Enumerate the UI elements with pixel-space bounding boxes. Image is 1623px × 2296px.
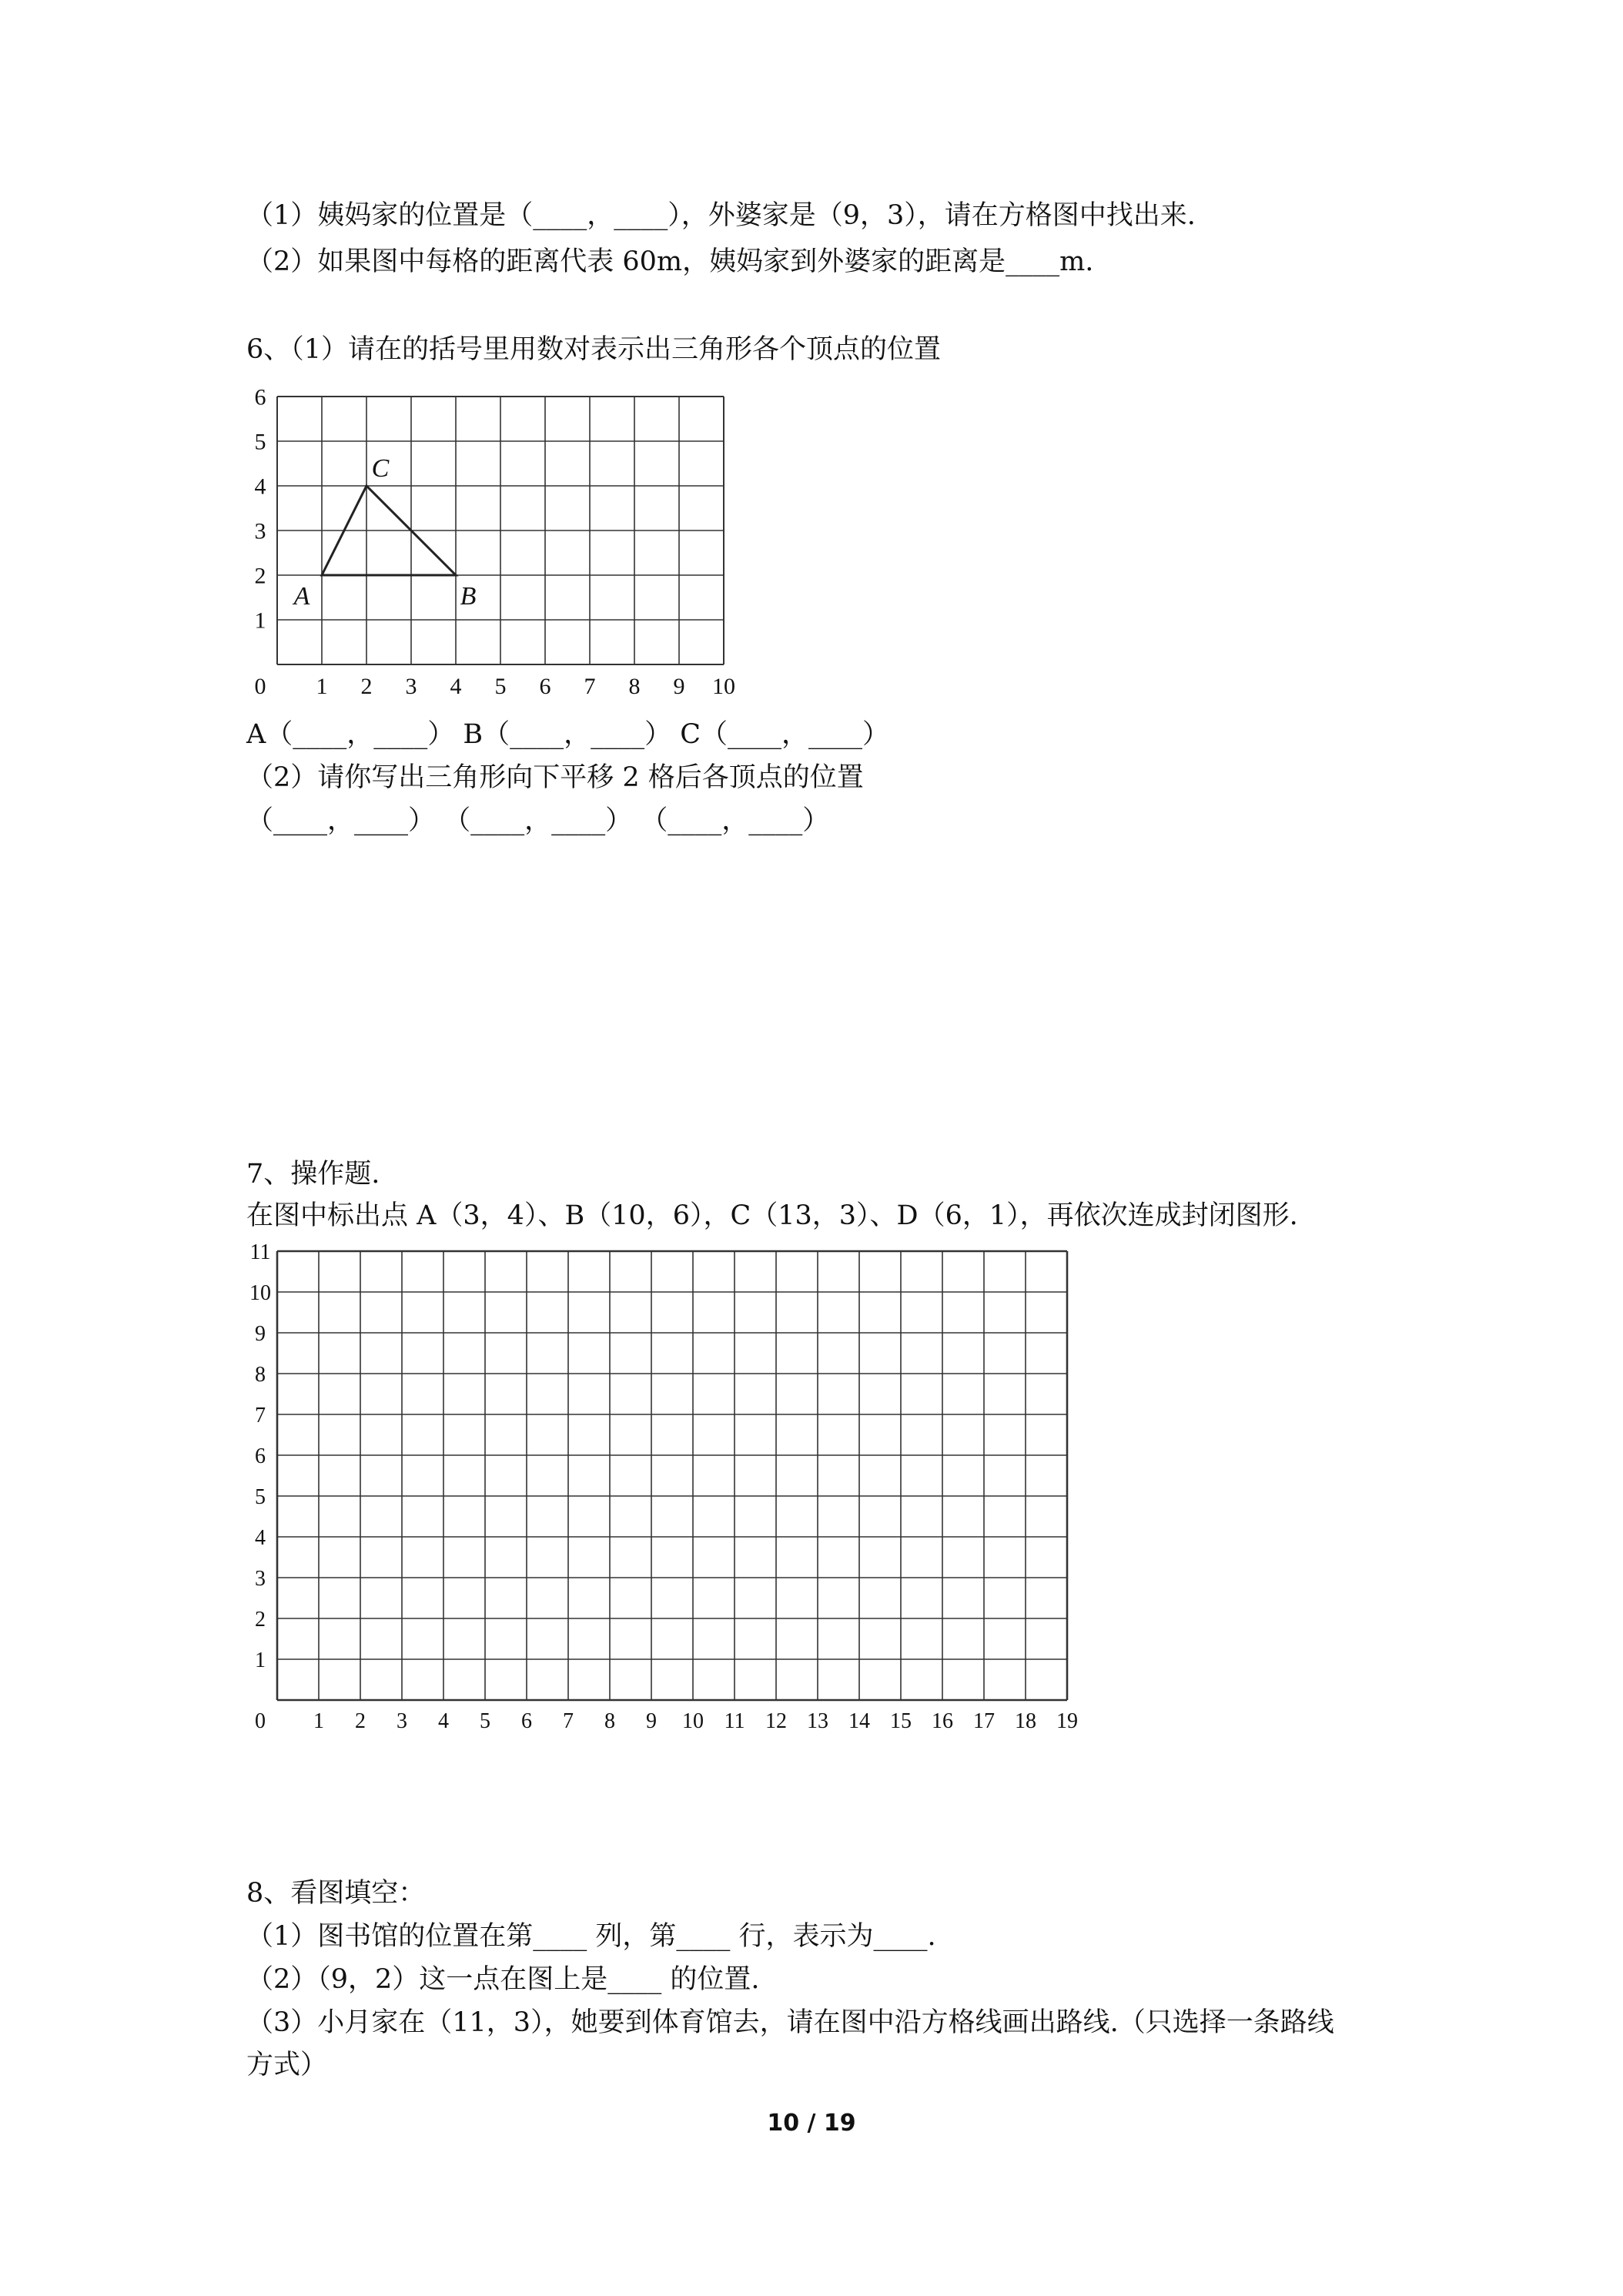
q8-sub-3-cont: 方式） <box>246 2050 328 2080</box>
y-tick-label: 5 <box>255 1484 266 1509</box>
x-tick-label: 6 <box>539 674 551 699</box>
q7-instruction: 在图中标出点 A（3，4）、B（10，6），C（13，3）、D（6，1），再依次连成封闭图形. <box>246 1200 1298 1231</box>
x-tick-label: 12 <box>765 1709 787 1733</box>
x-tick-label: 2 <box>360 674 373 699</box>
x-tick-label: 8 <box>628 674 641 699</box>
x-tick-label: 1 <box>313 1709 324 1733</box>
y-tick-label: 2 <box>255 1607 266 1632</box>
x-tick-label: 5 <box>494 674 507 699</box>
x-tick-label: 2 <box>355 1709 366 1733</box>
x-tick-label: 15 <box>890 1709 912 1733</box>
x-tick-label: 11 <box>724 1709 745 1733</box>
q6-title: 6、（1）请在的括号里用数对表示出三角形各个顶点的位置 <box>246 334 942 365</box>
q8-title: 8、看图填空： <box>246 1878 426 1909</box>
x-tick-label: 10 <box>712 674 735 699</box>
x-tick-label: 5 <box>480 1709 490 1733</box>
x-tick-label: 0 <box>255 1709 266 1733</box>
x-tick-label: 19 <box>1056 1709 1078 1733</box>
y-tick-label: 6 <box>255 1444 266 1468</box>
x-tick-label: 16 <box>932 1709 953 1733</box>
x-tick-label: 7 <box>563 1709 574 1733</box>
x-tick-label: 7 <box>584 674 596 699</box>
y-tick-label: 2 <box>254 563 266 589</box>
x-tick-label: 18 <box>1015 1709 1036 1733</box>
y-tick-label: 6 <box>254 384 266 410</box>
x-tick-label: 8 <box>604 1709 615 1733</box>
q8-sub-2: （2）（9，2）这一点在图上是____ 的位置. <box>246 1964 760 1995</box>
grid-q7 <box>246 1236 1093 1744</box>
page-number: 10 / 19 <box>767 2110 856 2137</box>
x-tick-label: 17 <box>973 1709 995 1733</box>
y-tick-label: 5 <box>254 429 266 455</box>
x-tick-label: 3 <box>397 1709 407 1733</box>
q5-line-1: （1）姨妈家的位置是（____，____），外婆家是（9，3），请在方格图中找出来. <box>246 200 1196 231</box>
vertex-label-c: C <box>371 454 390 483</box>
grid-q6 <box>246 384 747 712</box>
y-tick-label: 1 <box>255 1648 266 1672</box>
y-tick-label: 3 <box>255 1566 266 1591</box>
x-tick-label: 9 <box>646 1709 657 1733</box>
q6-sub-2: （2）请你写出三角形向下平移 2 格后各顶点的位置 <box>246 762 864 793</box>
y-tick-label: 11 <box>249 1240 271 1264</box>
x-tick-label: 6 <box>521 1709 532 1733</box>
y-tick-label: 8 <box>255 1362 266 1387</box>
y-tick-label: 4 <box>255 1525 266 1550</box>
q5-line-2: （2）如果图中每格的距离代表 60m，姨妈家到外婆家的距离是____m. <box>246 246 1094 277</box>
vertex-label-a: A <box>293 582 310 611</box>
x-tick-label: 10 <box>682 1709 704 1733</box>
y-tick-label: 4 <box>254 474 266 500</box>
x-tick-label: 4 <box>450 674 462 699</box>
q6-answers-vertices: A（____，____） B（____，____） C（____，____） <box>246 719 890 750</box>
x-tick-label: 9 <box>673 674 685 699</box>
x-tick-label: 13 <box>807 1709 828 1733</box>
y-tick-label: 10 <box>249 1280 271 1305</box>
q6-answers-translated: （____，____） （____，____） （____，____） <box>246 805 830 836</box>
vertex-label-b: B <box>460 582 477 611</box>
q8-sub-3: （3）小月家在（11，3），她要到体育馆去，请在图中沿方格线画出路线.（只选择一条路线 <box>246 2007 1334 2038</box>
y-tick-label: 1 <box>254 607 266 634</box>
x-tick-label: 4 <box>438 1709 449 1733</box>
x-tick-label: 3 <box>405 674 417 699</box>
x-tick-label: 14 <box>848 1709 870 1733</box>
y-tick-label: 9 <box>255 1321 266 1346</box>
q8-sub-1: （1）图书馆的位置在第____ 列，第____ 行，表示为____. <box>246 1921 936 1952</box>
q7-title: 7、操作题. <box>246 1159 380 1190</box>
y-tick-label: 3 <box>254 518 266 544</box>
x-tick-label: 1 <box>316 674 328 699</box>
y-tick-label: 7 <box>255 1403 266 1427</box>
x-tick-label: 0 <box>254 674 266 699</box>
